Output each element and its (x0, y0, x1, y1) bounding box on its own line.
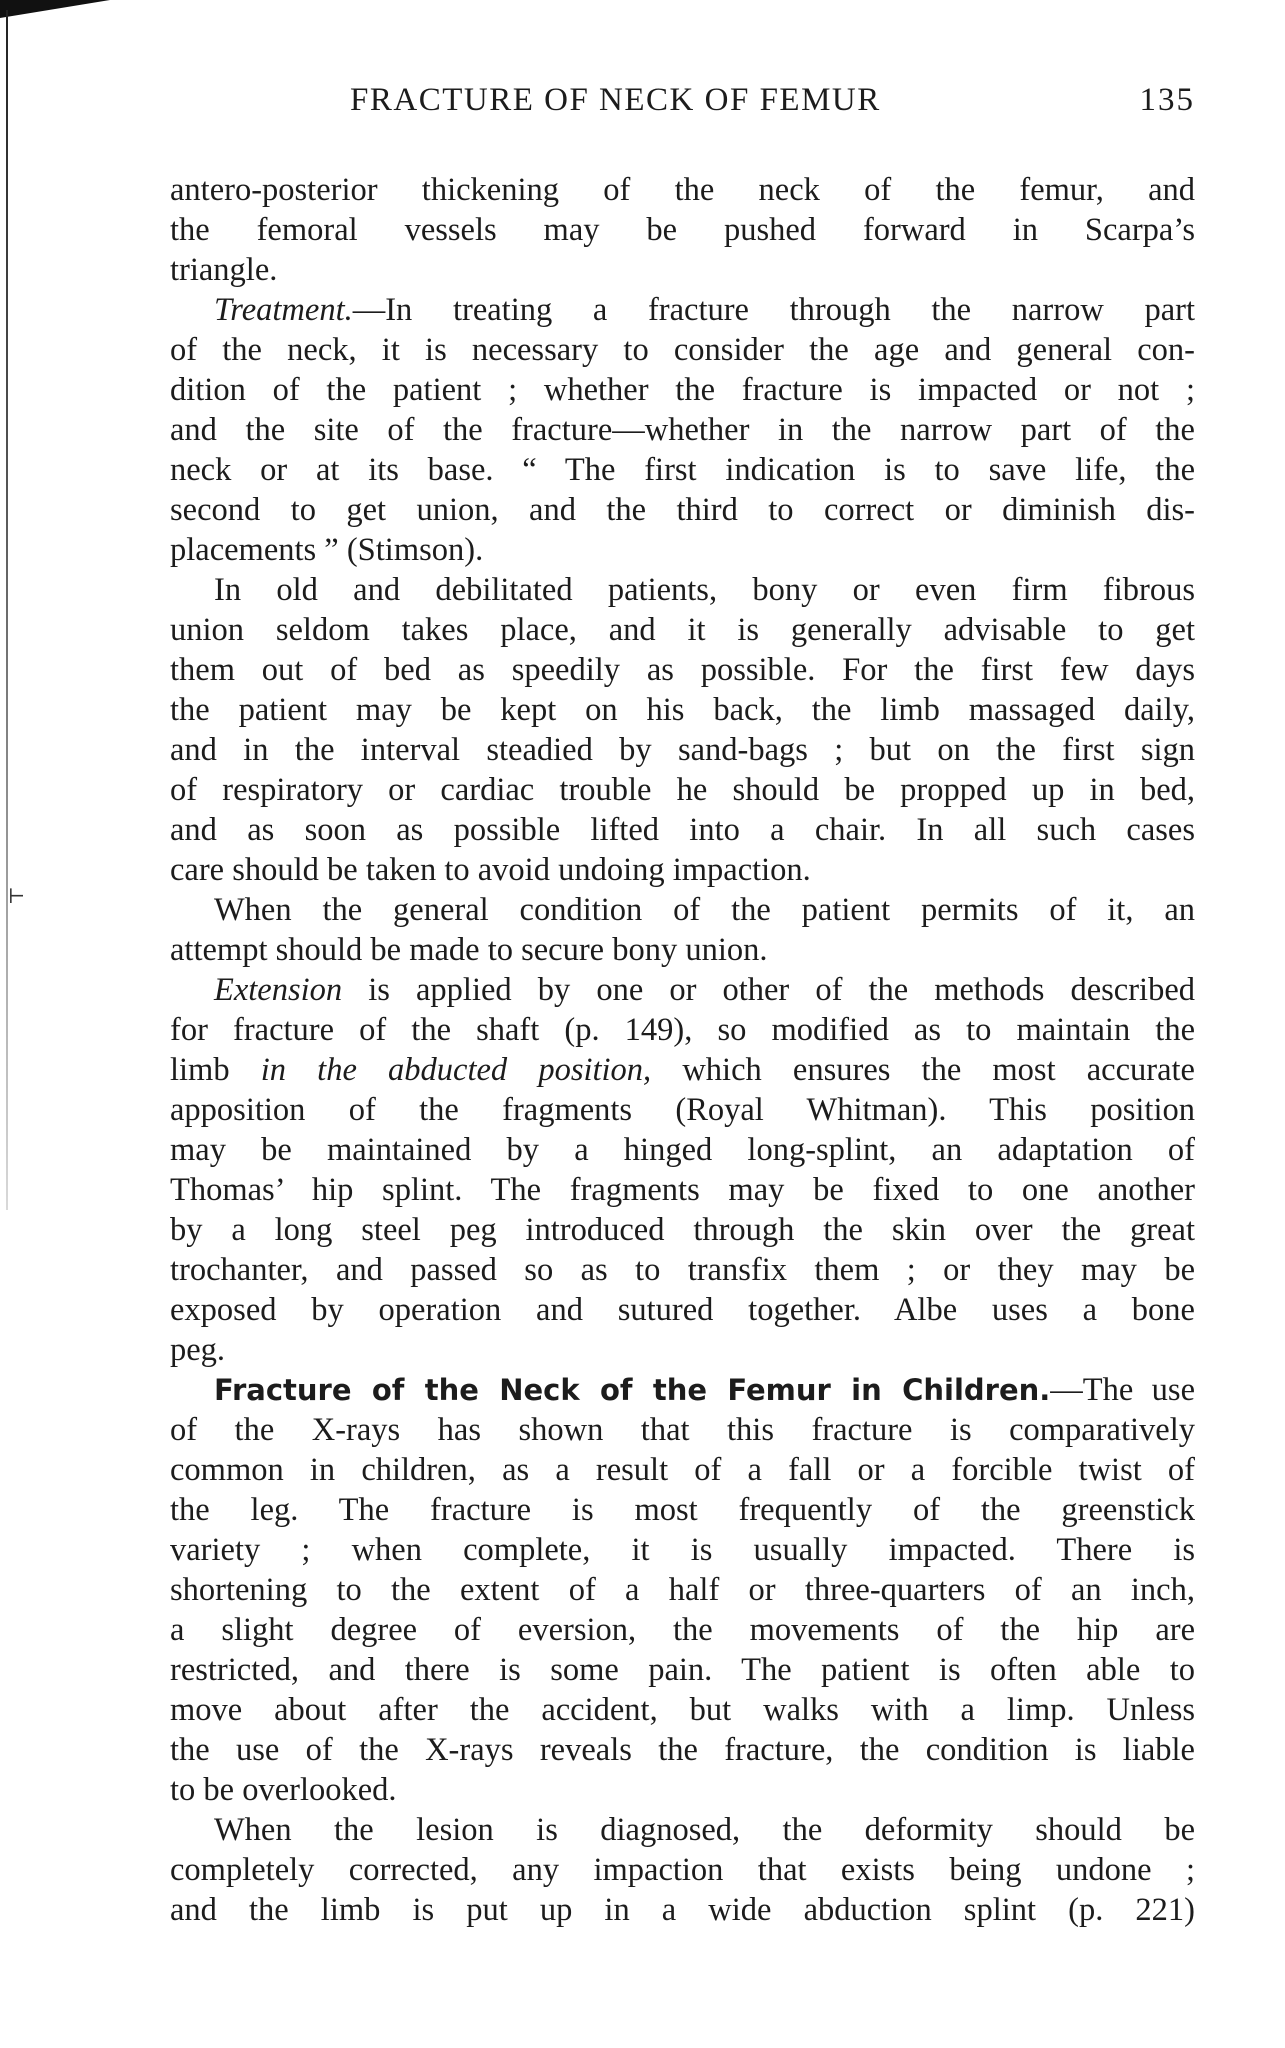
text-line: dition of the patient ; whether the fracture is impacted or not ; (170, 372, 1195, 408)
italic-run: Extension (214, 972, 343, 1008)
text-line: completely corrected, any impaction that exists being undone ; (170, 1852, 1195, 1888)
italic-run: in the abducted position, (260, 1052, 652, 1088)
text-line: Thomas’ hip splint. The fragments may be fixed to one another (170, 1172, 1195, 1208)
text-line: may be maintained by a hinged long-splint, an adaptation of (170, 1132, 1195, 1168)
text-line: apposition of the fragments (Royal Whitman). This position (170, 1092, 1195, 1128)
text-line: common in children, as a result of a fall or a forcible twist of (170, 1452, 1195, 1488)
text-run: which ensures the most accurate (651, 1052, 1195, 1088)
text-line: triangle. (170, 252, 278, 288)
text-line: of the X-rays has shown that this fracture is comparatively (170, 1412, 1195, 1448)
binding-shadow (0, 0, 110, 18)
text-line: the patient may be kept on his back, the limb massaged daily, (170, 692, 1195, 728)
text-line: peg. (170, 1332, 226, 1368)
text-line: care should be taken to avoid undoing impaction. (170, 852, 811, 888)
text-line: placements ” (Stimson). (170, 532, 484, 568)
section-heading: Fracture of the Neck of the Femur in Children. (214, 1373, 1051, 1407)
text-line: antero-posterior thickening of the neck of the femur, and (170, 172, 1195, 208)
text-line: the leg. The fracture is most frequently of the greenstick (170, 1492, 1195, 1528)
text-line: of respiratory or cardiac trouble he should be propped up in bed, (170, 772, 1195, 808)
text-run: limb (170, 1052, 261, 1088)
text-line: trochanter, and passed so as to transfix them ; or they may be (170, 1252, 1195, 1288)
text-line (170, 1050, 1195, 1090)
text-run: —The use (1050, 1372, 1195, 1408)
text-line: union seldom takes place, and it is generally advisable to get (170, 612, 1195, 648)
page-title: FRACTURE OF NECK OF FEMUR (350, 82, 881, 118)
text-line: a slight degree of eversion, the movements of the hip are (170, 1612, 1195, 1648)
text-line: When the general condition of the patient permits of it, an (214, 892, 1195, 928)
text-line: attempt should be made to secure bony union. (170, 932, 768, 968)
text-line: variety ; when complete, it is usually impacted. There is (170, 1532, 1195, 1568)
text-line: the use of the X-rays reveals the fracture, the condition is liable (170, 1732, 1195, 1768)
text-line (170, 290, 1195, 330)
margin-mark: ⊢ (8, 886, 26, 908)
text-line (170, 970, 1195, 1010)
body-text (170, 170, 1195, 1930)
page-number: 135 (1139, 82, 1195, 118)
text-line: for fracture of the shaft (p. 149), so modified as to maintain the (170, 1012, 1195, 1048)
text-line: and as soon as possible lifted into a chair. In all such cases (170, 812, 1195, 848)
text-run: is applied by one or other of the methods described (342, 972, 1195, 1008)
text-line: to be overlooked. (170, 1772, 397, 1808)
text-line: second to get union, and the third to correct or diminish dis- (170, 492, 1195, 528)
text-line: When the lesion is diagnosed, the deformity should be (214, 1812, 1195, 1848)
text-line: and the site of the fracture—whether in the narrow part of the (170, 412, 1195, 448)
text-line: shortening to the extent of a half or three-quarters of an inch, (170, 1572, 1195, 1608)
binding-edge-line (6, 10, 8, 1210)
text-line: move about after the accident, but walks with a limp. Unless (170, 1692, 1195, 1728)
text-line: In old and debilitated patients, bony or even firm fibrous (214, 572, 1195, 608)
text-run: —In treating a fracture through the narrow part (352, 292, 1195, 328)
text-line: the femoral vessels may be pushed forward in Scarpa’s (170, 212, 1195, 248)
text-line (170, 1370, 1195, 1410)
text-line: by a long steel peg introduced through the skin over the great (170, 1212, 1195, 1248)
text-line: and in the interval steadied by sand-bags ; but on the first sign (170, 732, 1195, 768)
text-line: and the limb is put up in a wide abduction splint (p. 221) (170, 1892, 1195, 1928)
text-line: restricted, and there is some pain. The patient is often able to (170, 1652, 1195, 1688)
text-line: neck or at its base. “ The first indication is to save life, the (170, 452, 1195, 488)
italic-run: Treatment. (214, 292, 353, 328)
text-line: of the neck, it is necessary to consider the age and general con- (170, 332, 1195, 368)
running-header (170, 82, 1195, 126)
text-line: them out of bed as speedily as possible. For the first few days (170, 652, 1195, 688)
text-line: exposed by operation and sutured together. Albe uses a bone (170, 1292, 1195, 1328)
